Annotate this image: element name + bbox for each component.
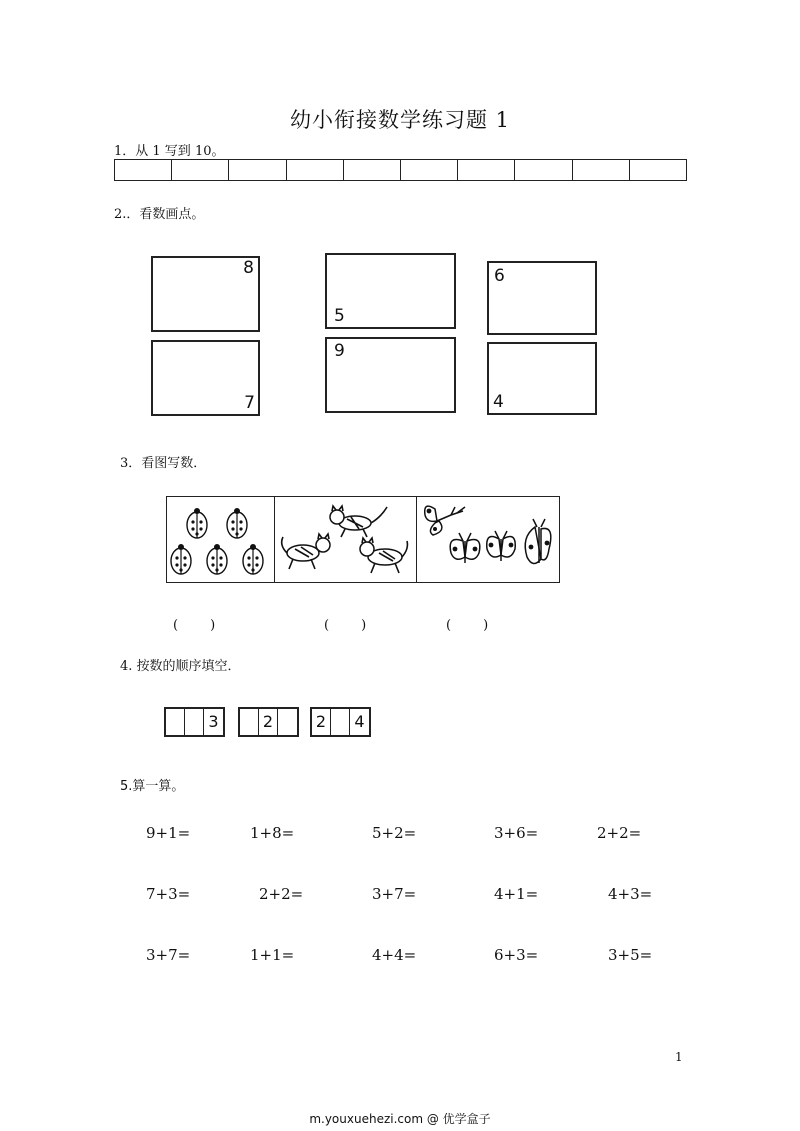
sequence-cell[interactable] <box>185 709 204 735</box>
equation[interactable]: 2+2= <box>259 885 304 903</box>
sequence-cell[interactable] <box>278 709 297 735</box>
dot-box-number: 5 <box>334 306 345 326</box>
answer-blank[interactable]: ( ) <box>173 618 218 633</box>
equation[interactable]: 4+1= <box>494 885 539 903</box>
equation[interactable]: 3+7= <box>146 946 191 964</box>
dot-box-number: 9 <box>334 341 345 361</box>
dot-box[interactable] <box>151 340 260 416</box>
page-number: 1 <box>675 1050 683 1064</box>
grid-cell[interactable] <box>344 160 401 180</box>
picture-strip <box>166 496 560 583</box>
sequence-cell: 2 <box>259 709 278 735</box>
sequence-cell: 4 <box>354 712 365 731</box>
question-1-label: 1．从 1 写到 10。 <box>114 144 225 159</box>
cat-panel <box>275 497 417 582</box>
grid-cell[interactable] <box>573 160 630 180</box>
equation[interactable]: 7+3= <box>146 885 191 903</box>
cat-icon <box>275 497 415 581</box>
grid-cell[interactable] <box>458 160 515 180</box>
equation[interactable]: 3+5= <box>608 946 653 964</box>
page-title: 幼小衔接数学练习题 1 <box>289 108 511 132</box>
grid-cell[interactable] <box>229 160 286 180</box>
grid-cell[interactable] <box>401 160 458 180</box>
equation[interactable]: 3+6= <box>494 824 539 842</box>
butterfly-icon <box>417 497 557 581</box>
sequence-group <box>310 707 371 737</box>
question-5-label: 5.算一算。 <box>120 779 185 794</box>
grid-cell[interactable] <box>515 160 572 180</box>
grid-cell[interactable] <box>172 160 229 180</box>
writing-grid[interactable] <box>114 159 687 181</box>
sequence-cell[interactable] <box>331 709 350 735</box>
sequence-cell: 3 <box>208 712 219 731</box>
question-3-label: 3．看图写数． <box>120 456 207 471</box>
dot-box-number: 8 <box>243 258 254 278</box>
dot-box[interactable] <box>487 261 597 335</box>
sequence-cell[interactable] <box>166 709 185 735</box>
ladybug-panel <box>167 497 275 582</box>
equation[interactable]: 2+2= <box>597 824 642 842</box>
question-4-label: 4. 按数的顺序填空． <box>120 659 241 674</box>
equation[interactable]: 1+8= <box>250 824 295 842</box>
dot-box-number: 4 <box>493 392 504 412</box>
butterfly-panel <box>417 497 559 582</box>
dot-box-number: 6 <box>494 266 505 286</box>
question-2-label: 2.．看数画点。 <box>114 207 205 222</box>
grid-cell[interactable] <box>287 160 344 180</box>
sequence-cell[interactable] <box>240 709 259 735</box>
equation[interactable]: 3+7= <box>372 885 417 903</box>
dot-box[interactable] <box>151 256 260 332</box>
dot-box-number: 7 <box>244 393 255 413</box>
equation[interactable]: 6+3= <box>494 946 539 964</box>
grid-cell[interactable] <box>630 160 686 180</box>
equation[interactable]: 5+2= <box>372 824 417 842</box>
dot-box[interactable] <box>325 337 456 413</box>
dot-box[interactable] <box>325 253 456 329</box>
equation[interactable]: 4+3= <box>608 885 653 903</box>
sequence-group <box>238 707 299 737</box>
sequence-cell: 2 <box>312 709 331 735</box>
equation[interactable]: 1+1= <box>250 946 295 964</box>
grid-cell[interactable] <box>115 160 172 180</box>
equation[interactable]: 4+4= <box>372 946 417 964</box>
ladybug-icon <box>167 497 273 581</box>
answer-blank[interactable]: ( ) <box>446 618 491 633</box>
footer-text: m.youxuehezi.com @ 优学盒子 <box>309 1112 491 1126</box>
answer-blank[interactable]: ( ) <box>324 618 369 633</box>
sequence-group <box>164 707 225 737</box>
equation[interactable]: 9+1= <box>146 824 191 842</box>
dot-box[interactable] <box>487 342 597 415</box>
